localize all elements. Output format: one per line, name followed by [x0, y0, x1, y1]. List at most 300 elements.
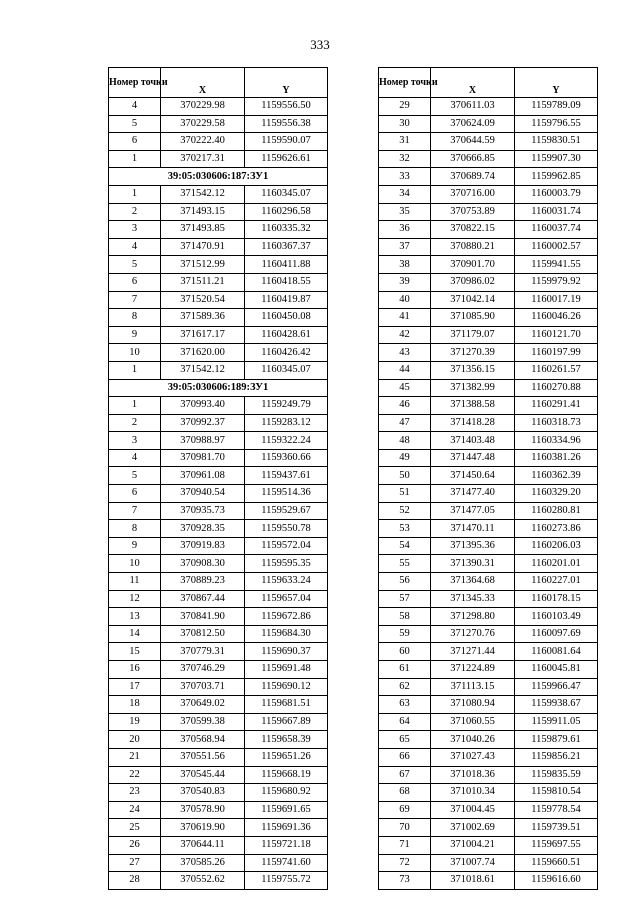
x-coordinate-cell: 371418.28 [431, 414, 515, 432]
y-coordinate-cell: 1160227.01 [515, 573, 598, 591]
table-row [109, 326, 328, 344]
point-number-cell: 6 [109, 485, 161, 503]
table-row [379, 608, 598, 626]
x-coordinate-cell: 371018.36 [431, 766, 515, 784]
x-coordinate-cell: 370552.62 [161, 872, 245, 890]
point-number-cell: 35 [379, 203, 431, 221]
y-coordinate-cell: 1159697.55 [515, 836, 598, 854]
x-coordinate-cell: 371356.15 [431, 361, 515, 379]
x-coordinate-cell: 371060.55 [431, 713, 515, 731]
table-row [109, 238, 328, 256]
point-number-cell: 46 [379, 397, 431, 415]
x-coordinate-cell: 371004.45 [431, 801, 515, 819]
table-row [109, 256, 328, 274]
y-coordinate-cell: 1159691.48 [245, 661, 328, 679]
table-row [379, 379, 598, 397]
y-coordinate-cell: 1159660.51 [515, 854, 598, 872]
table-row [379, 168, 598, 186]
table-row [109, 819, 328, 837]
y-coordinate-cell: 1160419.87 [245, 291, 328, 309]
table-header-row [379, 68, 598, 98]
y-coordinate-cell: 1160345.07 [245, 361, 328, 379]
y-coordinate-cell: 1160296.58 [245, 203, 328, 221]
y-coordinate-cell: 1160367.37 [245, 238, 328, 256]
x-coordinate-cell: 370619.90 [161, 819, 245, 837]
x-coordinate-cell: 370649.02 [161, 696, 245, 714]
x-coordinate-cell: 370568.94 [161, 731, 245, 749]
table-row [379, 133, 598, 151]
table-row [379, 872, 598, 890]
table-row [379, 590, 598, 608]
x-coordinate-cell: 370940.54 [161, 485, 245, 503]
table-row [109, 185, 328, 203]
point-number-cell: 20 [109, 731, 161, 749]
table-row [109, 590, 328, 608]
table-row [109, 98, 328, 116]
table-row [109, 115, 328, 133]
y-coordinate-cell: 1159938.67 [515, 696, 598, 714]
table-row [109, 854, 328, 872]
table-row [379, 573, 598, 591]
y-coordinate-cell: 1159810.54 [515, 784, 598, 802]
y-coordinate-cell: 1160003.79 [515, 185, 598, 203]
table-row [109, 748, 328, 766]
x-coordinate-cell: 370716.00 [431, 185, 515, 203]
x-coordinate-cell: 370779.31 [161, 643, 245, 661]
table-row [379, 98, 598, 116]
header-y: Y [245, 68, 328, 98]
x-coordinate-cell: 371477.05 [431, 502, 515, 520]
x-coordinate-cell: 370981.70 [161, 449, 245, 467]
table-row [379, 713, 598, 731]
y-coordinate-cell: 1160097.69 [515, 625, 598, 643]
point-number-cell: 16 [109, 661, 161, 679]
y-coordinate-cell: 1160411.88 [245, 256, 328, 274]
y-coordinate-cell: 1160345.07 [245, 185, 328, 203]
table-row [379, 344, 598, 362]
x-coordinate-cell: 370217.31 [161, 150, 245, 168]
table-row [109, 361, 328, 379]
point-number-cell: 56 [379, 573, 431, 591]
y-coordinate-cell: 1159681.51 [245, 696, 328, 714]
point-number-cell: 69 [379, 801, 431, 819]
table-row [379, 696, 598, 714]
table-row [379, 361, 598, 379]
y-coordinate-cell: 1160103.49 [515, 608, 598, 626]
y-coordinate-cell: 1159741.60 [245, 854, 328, 872]
point-number-cell: 3 [109, 221, 161, 239]
table-row [109, 713, 328, 731]
point-number-cell: 2 [109, 203, 161, 221]
point-number-cell: 41 [379, 309, 431, 327]
point-number-cell: 47 [379, 414, 431, 432]
x-coordinate-cell: 371477.40 [431, 485, 515, 503]
table-row [109, 766, 328, 784]
point-number-cell: 58 [379, 608, 431, 626]
point-number-cell: 53 [379, 520, 431, 538]
y-coordinate-cell: 1159721.18 [245, 836, 328, 854]
table-row [379, 555, 598, 573]
table-row [109, 801, 328, 819]
point-number-cell: 61 [379, 661, 431, 679]
y-coordinate-cell: 1160426.42 [245, 344, 328, 362]
table-row [379, 836, 598, 854]
header-x: X [431, 68, 515, 98]
point-number-cell: 51 [379, 485, 431, 503]
page-number: 333 [310, 37, 330, 52]
x-coordinate-cell: 370222.40 [161, 133, 245, 151]
table-row [109, 696, 328, 714]
table-row [109, 784, 328, 802]
x-coordinate-cell: 370545.44 [161, 766, 245, 784]
point-number-cell: 4 [109, 238, 161, 256]
point-number-cell: 8 [109, 309, 161, 327]
x-coordinate-cell: 371403.48 [431, 432, 515, 450]
x-coordinate-cell: 370753.89 [431, 203, 515, 221]
x-coordinate-cell: 371390.31 [431, 555, 515, 573]
table-row [379, 414, 598, 432]
table-row [379, 291, 598, 309]
y-coordinate-cell: 1160121.70 [515, 326, 598, 344]
x-coordinate-cell: 371542.12 [161, 361, 245, 379]
x-coordinate-cell: 371007.74 [431, 854, 515, 872]
cadastral-number: 39:05:030606:187:ЗУ1 [109, 168, 328, 186]
y-coordinate-cell: 1160046.26 [515, 309, 598, 327]
x-coordinate-cell: 371027.43 [431, 748, 515, 766]
y-coordinate-cell: 1159672.86 [245, 608, 328, 626]
y-coordinate-cell: 1159360.66 [245, 449, 328, 467]
table-row [379, 731, 598, 749]
x-coordinate-cell: 371298.80 [431, 608, 515, 626]
coordinates-table-right [378, 67, 598, 890]
table-row [109, 520, 328, 538]
x-coordinate-cell: 370812.50 [161, 625, 245, 643]
y-coordinate-cell: 1159550.78 [245, 520, 328, 538]
point-number-cell: 19 [109, 713, 161, 731]
y-coordinate-cell: 1160178.15 [515, 590, 598, 608]
table-row [379, 326, 598, 344]
x-coordinate-cell: 371080.94 [431, 696, 515, 714]
y-coordinate-cell: 1159283.12 [245, 414, 328, 432]
point-number-cell: 29 [379, 98, 431, 116]
point-number-cell: 12 [109, 590, 161, 608]
table-row [379, 625, 598, 643]
point-number-cell: 30 [379, 115, 431, 133]
x-coordinate-cell: 370585.26 [161, 854, 245, 872]
y-coordinate-cell: 1159657.04 [245, 590, 328, 608]
point-number-cell: 17 [109, 678, 161, 696]
table-row [379, 185, 598, 203]
y-coordinate-cell: 1160270.88 [515, 379, 598, 397]
y-coordinate-cell: 1160002.57 [515, 238, 598, 256]
y-coordinate-cell: 1159830.51 [515, 133, 598, 151]
y-coordinate-cell: 1160329.20 [515, 485, 598, 503]
table-row [109, 344, 328, 362]
table-row [109, 309, 328, 327]
header-point-number: Номер точки [379, 68, 431, 98]
table-row [379, 485, 598, 503]
x-coordinate-cell: 371004.21 [431, 836, 515, 854]
table-row [109, 432, 328, 450]
header-x: X [161, 68, 245, 98]
point-number-cell: 6 [109, 133, 161, 151]
y-coordinate-cell: 1160017.19 [515, 291, 598, 309]
y-coordinate-cell: 1160031.74 [515, 203, 598, 221]
table-row [379, 678, 598, 696]
x-coordinate-cell: 370908.30 [161, 555, 245, 573]
x-coordinate-cell: 371040.26 [431, 731, 515, 749]
table-row [109, 555, 328, 573]
point-number-cell: 48 [379, 432, 431, 450]
x-coordinate-cell: 371018.61 [431, 872, 515, 890]
table-row [109, 485, 328, 503]
y-coordinate-cell: 1160045.81 [515, 661, 598, 679]
x-coordinate-cell: 371271.44 [431, 643, 515, 661]
point-number-cell: 70 [379, 819, 431, 837]
y-coordinate-cell: 1159962.85 [515, 168, 598, 186]
x-coordinate-cell: 371270.39 [431, 344, 515, 362]
x-coordinate-cell: 371493.15 [161, 203, 245, 221]
point-number-cell: 60 [379, 643, 431, 661]
point-number-cell: 67 [379, 766, 431, 784]
y-coordinate-cell: 1159941.55 [515, 256, 598, 274]
y-coordinate-cell: 1159879.61 [515, 731, 598, 749]
x-coordinate-cell: 370880.21 [431, 238, 515, 256]
y-coordinate-cell: 1160450.08 [245, 309, 328, 327]
x-coordinate-cell: 371470.11 [431, 520, 515, 538]
y-coordinate-cell: 1159755.72 [245, 872, 328, 890]
point-number-cell: 24 [109, 801, 161, 819]
point-number-cell: 10 [109, 344, 161, 362]
table-row [379, 221, 598, 239]
point-number-cell: 62 [379, 678, 431, 696]
y-coordinate-cell: 1160418.55 [245, 273, 328, 291]
y-coordinate-cell: 1159907.30 [515, 150, 598, 168]
point-number-cell: 26 [109, 836, 161, 854]
x-coordinate-cell: 371364.68 [431, 573, 515, 591]
y-coordinate-cell: 1160261.57 [515, 361, 598, 379]
y-coordinate-cell: 1159626.61 [245, 150, 328, 168]
table-row [109, 133, 328, 151]
table-row [109, 397, 328, 415]
x-coordinate-cell: 370666.85 [431, 150, 515, 168]
x-coordinate-cell: 370229.98 [161, 98, 245, 116]
point-number-cell: 63 [379, 696, 431, 714]
point-number-cell: 57 [379, 590, 431, 608]
y-coordinate-cell: 1160381.26 [515, 449, 598, 467]
x-coordinate-cell: 371179.07 [431, 326, 515, 344]
x-coordinate-cell: 370540.83 [161, 784, 245, 802]
table-row [379, 520, 598, 538]
x-coordinate-cell: 370611.03 [431, 98, 515, 116]
point-number-cell: 31 [379, 133, 431, 151]
x-coordinate-cell: 371395.36 [431, 537, 515, 555]
y-coordinate-cell: 1160197.99 [515, 344, 598, 362]
y-coordinate-cell: 1160362.39 [515, 467, 598, 485]
y-coordinate-cell: 1159658.39 [245, 731, 328, 749]
y-coordinate-cell: 1159835.59 [515, 766, 598, 784]
y-coordinate-cell: 1159796.55 [515, 115, 598, 133]
table-row [109, 643, 328, 661]
x-coordinate-cell: 371388.58 [431, 397, 515, 415]
point-number-cell: 45 [379, 379, 431, 397]
point-number-cell: 9 [109, 326, 161, 344]
x-coordinate-cell: 370551.56 [161, 748, 245, 766]
y-coordinate-cell: 1159616.60 [515, 872, 598, 890]
y-coordinate-cell: 1159680.92 [245, 784, 328, 802]
x-coordinate-cell: 370889.23 [161, 573, 245, 591]
x-coordinate-cell: 371617.17 [161, 326, 245, 344]
x-coordinate-cell: 371085.90 [431, 309, 515, 327]
y-coordinate-cell: 1159856.21 [515, 748, 598, 766]
x-coordinate-cell: 370919.83 [161, 537, 245, 555]
x-coordinate-cell: 370867.44 [161, 590, 245, 608]
point-number-cell: 37 [379, 238, 431, 256]
x-coordinate-cell: 371620.00 [161, 344, 245, 362]
point-number-cell: 18 [109, 696, 161, 714]
y-coordinate-cell: 1159778.54 [515, 801, 598, 819]
y-coordinate-cell: 1160206.03 [515, 537, 598, 555]
point-number-cell: 34 [379, 185, 431, 203]
point-number-cell: 1 [109, 361, 161, 379]
point-number-cell: 1 [109, 150, 161, 168]
table-row [109, 625, 328, 643]
y-coordinate-cell: 1159514.36 [245, 485, 328, 503]
point-number-cell: 43 [379, 344, 431, 362]
point-number-cell: 49 [379, 449, 431, 467]
table-row [109, 836, 328, 854]
point-number-cell: 21 [109, 748, 161, 766]
x-coordinate-cell: 371447.48 [431, 449, 515, 467]
x-coordinate-cell: 371493.85 [161, 221, 245, 239]
table-row [379, 801, 598, 819]
point-number-cell: 42 [379, 326, 431, 344]
table-row [379, 502, 598, 520]
point-number-cell: 11 [109, 573, 161, 591]
x-coordinate-cell: 371512.99 [161, 256, 245, 274]
x-coordinate-cell: 370703.71 [161, 678, 245, 696]
point-number-cell: 36 [379, 221, 431, 239]
point-number-cell: 1 [109, 185, 161, 203]
x-coordinate-cell: 370841.90 [161, 608, 245, 626]
x-coordinate-cell: 371345.33 [431, 590, 515, 608]
y-coordinate-cell: 1160334.96 [515, 432, 598, 450]
y-coordinate-cell: 1159590.07 [245, 133, 328, 151]
x-coordinate-cell: 370935.73 [161, 502, 245, 520]
y-coordinate-cell: 1159556.50 [245, 98, 328, 116]
x-coordinate-cell: 371450.64 [431, 467, 515, 485]
table-row [379, 748, 598, 766]
x-coordinate-cell: 371542.12 [161, 185, 245, 203]
x-coordinate-cell: 371113.15 [431, 678, 515, 696]
point-number-cell: 39 [379, 273, 431, 291]
y-coordinate-cell: 1160037.74 [515, 221, 598, 239]
x-coordinate-cell: 371224.89 [431, 661, 515, 679]
table-row [379, 397, 598, 415]
table-row [109, 449, 328, 467]
table-row [109, 678, 328, 696]
x-coordinate-cell: 370229.58 [161, 115, 245, 133]
y-coordinate-cell: 1159437.61 [245, 467, 328, 485]
point-number-cell: 40 [379, 291, 431, 309]
y-coordinate-cell: 1160291.41 [515, 397, 598, 415]
point-number-cell: 4 [109, 98, 161, 116]
table-row [109, 661, 328, 679]
table-row [379, 150, 598, 168]
y-coordinate-cell: 1159979.92 [515, 273, 598, 291]
y-coordinate-cell: 1160280.81 [515, 502, 598, 520]
x-coordinate-cell: 371589.36 [161, 309, 245, 327]
y-coordinate-cell: 1160335.32 [245, 221, 328, 239]
table-row [379, 467, 598, 485]
y-coordinate-cell: 1159911.05 [515, 713, 598, 731]
x-coordinate-cell: 370578.90 [161, 801, 245, 819]
point-number-cell: 72 [379, 854, 431, 872]
y-coordinate-cell: 1160318.73 [515, 414, 598, 432]
x-coordinate-cell: 370822.15 [431, 221, 515, 239]
point-number-cell: 50 [379, 467, 431, 485]
x-coordinate-cell: 371511.21 [161, 273, 245, 291]
point-number-cell: 25 [109, 819, 161, 837]
point-number-cell: 44 [379, 361, 431, 379]
x-coordinate-cell: 371042.14 [431, 291, 515, 309]
table-row [109, 731, 328, 749]
header-y: Y [515, 68, 598, 98]
point-number-cell: 1 [109, 397, 161, 415]
table-row [109, 608, 328, 626]
header-point-number: Номер точки [109, 68, 161, 98]
table-row [379, 784, 598, 802]
point-number-cell: 32 [379, 150, 431, 168]
table-row [109, 203, 328, 221]
point-number-cell: 6 [109, 273, 161, 291]
table-row [379, 432, 598, 450]
point-number-cell: 27 [109, 854, 161, 872]
y-coordinate-cell: 1159691.65 [245, 801, 328, 819]
x-coordinate-cell: 370644.59 [431, 133, 515, 151]
y-coordinate-cell: 1160081.64 [515, 643, 598, 661]
table-row [379, 309, 598, 327]
table-row [109, 502, 328, 520]
point-number-cell: 52 [379, 502, 431, 520]
x-coordinate-cell: 370901.70 [431, 256, 515, 274]
y-coordinate-cell: 1159651.26 [245, 748, 328, 766]
point-number-cell: 22 [109, 766, 161, 784]
table-row [109, 273, 328, 291]
point-number-cell: 15 [109, 643, 161, 661]
y-coordinate-cell: 1159595.35 [245, 555, 328, 573]
point-number-cell: 5 [109, 115, 161, 133]
coordinates-table-left [108, 67, 328, 890]
y-coordinate-cell: 1159556.38 [245, 115, 328, 133]
table-row [379, 643, 598, 661]
point-number-cell: 23 [109, 784, 161, 802]
y-coordinate-cell: 1159529.67 [245, 502, 328, 520]
x-coordinate-cell: 370986.02 [431, 273, 515, 291]
point-number-cell: 7 [109, 502, 161, 520]
y-coordinate-cell: 1159667.89 [245, 713, 328, 731]
y-coordinate-cell: 1159739.51 [515, 819, 598, 837]
point-number-cell: 73 [379, 872, 431, 890]
y-coordinate-cell: 1159789.09 [515, 98, 598, 116]
point-number-cell: 54 [379, 537, 431, 555]
point-number-cell: 64 [379, 713, 431, 731]
x-coordinate-cell: 370988.97 [161, 432, 245, 450]
y-coordinate-cell: 1159633.24 [245, 573, 328, 591]
point-number-cell: 71 [379, 836, 431, 854]
x-coordinate-cell: 371010.34 [431, 784, 515, 802]
point-number-cell: 8 [109, 520, 161, 538]
